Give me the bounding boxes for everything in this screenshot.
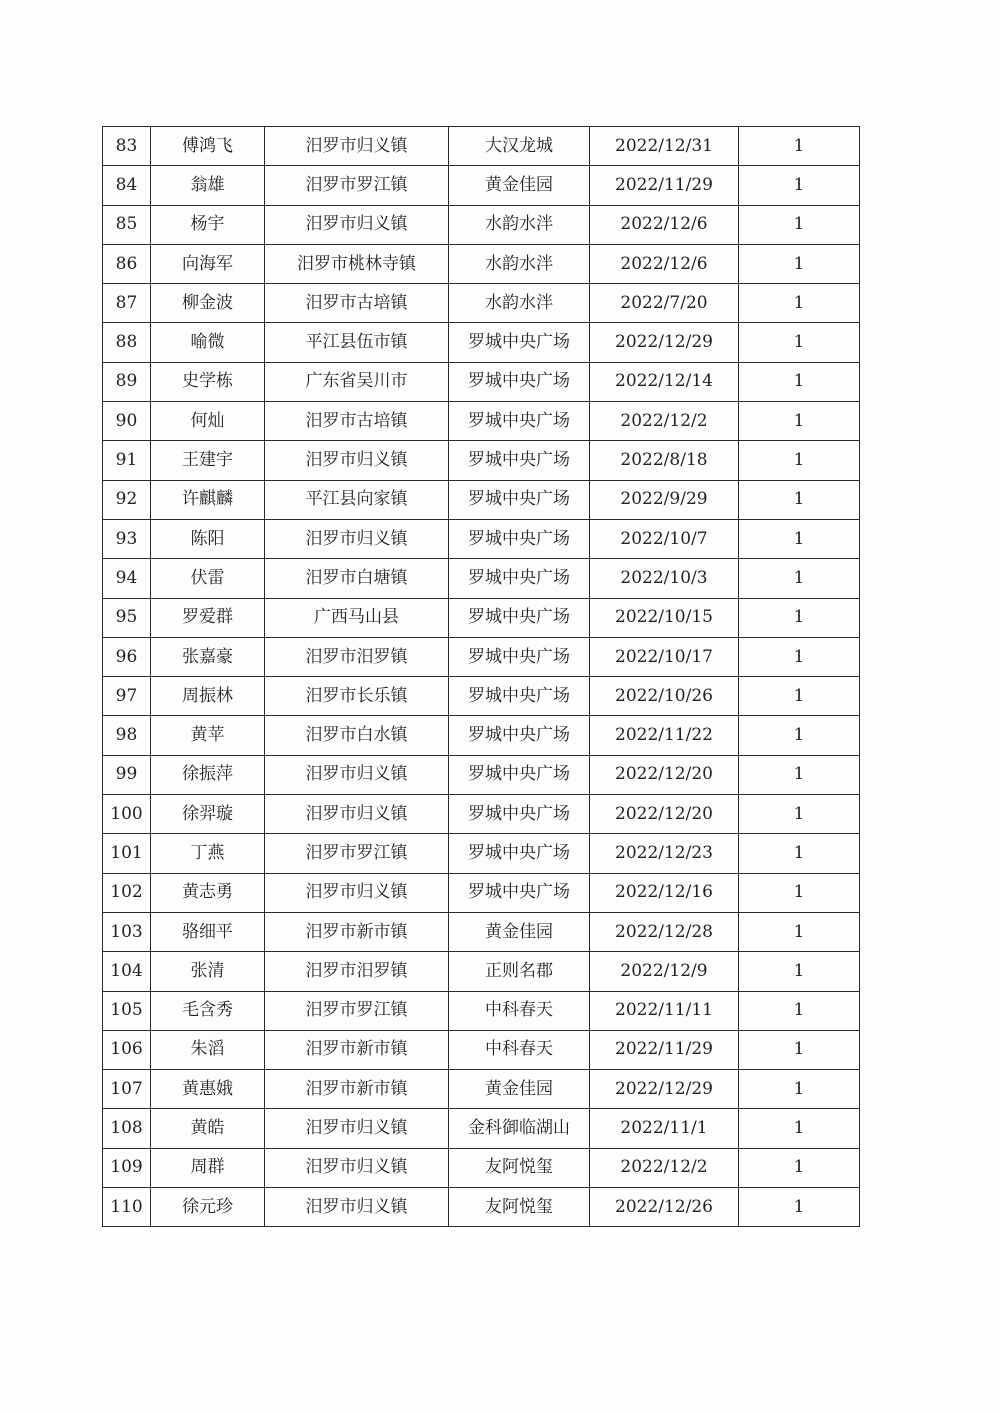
table-row (103, 912, 860, 951)
records-table (102, 126, 860, 1227)
row-number-cell: 107 (103, 1070, 151, 1109)
project-cell: 罗城中央广场 (449, 873, 590, 912)
table-row (103, 795, 860, 834)
project-cell: 罗城中央广场 (449, 795, 590, 834)
table-row (103, 952, 860, 991)
date-cell: 2022/8/18 (590, 441, 739, 480)
row-number-cell: 97 (103, 677, 151, 716)
table-row (103, 166, 860, 205)
quantity-cell: 1 (739, 677, 860, 716)
project-cell: 友阿悦玺 (449, 1148, 590, 1187)
quantity-cell: 1 (739, 873, 860, 912)
address-cell: 汨罗市桃林寺镇 (265, 244, 449, 283)
date-cell: 2022/10/3 (590, 559, 739, 598)
address-cell: 平江县向家镇 (265, 480, 449, 519)
row-number-cell: 89 (103, 362, 151, 401)
row-number-cell: 101 (103, 834, 151, 873)
table-row (103, 1188, 860, 1227)
name-cell: 许麒麟 (151, 480, 265, 519)
quantity-cell: 1 (739, 755, 860, 794)
name-cell: 黄志勇 (151, 873, 265, 912)
table-row (103, 127, 860, 166)
address-cell: 汨罗市新市镇 (265, 1070, 449, 1109)
name-cell: 徐羿璇 (151, 795, 265, 834)
row-number-cell: 106 (103, 1030, 151, 1069)
address-cell: 广东省吴川市 (265, 362, 449, 401)
project-cell: 中科春天 (449, 1030, 590, 1069)
date-cell: 2022/12/16 (590, 873, 739, 912)
date-cell: 2022/12/29 (590, 323, 739, 362)
date-cell: 2022/12/29 (590, 1070, 739, 1109)
row-number-cell: 87 (103, 284, 151, 323)
date-cell: 2022/11/22 (590, 716, 739, 755)
quantity-cell: 1 (739, 952, 860, 991)
row-number-cell: 88 (103, 323, 151, 362)
table-row (103, 834, 860, 873)
address-cell: 汨罗市古培镇 (265, 402, 449, 441)
row-number-cell: 104 (103, 952, 151, 991)
quantity-cell: 1 (739, 519, 860, 558)
quantity-cell: 1 (739, 480, 860, 519)
address-cell: 汨罗市归义镇 (265, 873, 449, 912)
project-cell: 黄金佳园 (449, 1070, 590, 1109)
address-cell: 汨罗市归义镇 (265, 127, 449, 166)
name-cell: 周群 (151, 1148, 265, 1187)
name-cell: 朱滔 (151, 1030, 265, 1069)
project-cell: 罗城中央广场 (449, 519, 590, 558)
date-cell: 2022/11/29 (590, 1030, 739, 1069)
name-cell: 柳金波 (151, 284, 265, 323)
row-number-cell: 83 (103, 127, 151, 166)
quantity-cell: 1 (739, 991, 860, 1030)
table-row (103, 244, 860, 283)
date-cell: 2022/11/1 (590, 1109, 739, 1148)
table-row (103, 559, 860, 598)
name-cell: 向海军 (151, 244, 265, 283)
address-cell: 平江县伍市镇 (265, 323, 449, 362)
quantity-cell: 1 (739, 834, 860, 873)
date-cell: 2022/7/20 (590, 284, 739, 323)
name-cell: 丁燕 (151, 834, 265, 873)
quantity-cell: 1 (739, 244, 860, 283)
quantity-cell: 1 (739, 1188, 860, 1227)
row-number-cell: 108 (103, 1109, 151, 1148)
row-number-cell: 103 (103, 912, 151, 951)
address-cell: 汨罗市古培镇 (265, 284, 449, 323)
address-cell: 汨罗市归义镇 (265, 795, 449, 834)
address-cell: 汨罗市长乐镇 (265, 677, 449, 716)
table-row (103, 402, 860, 441)
quantity-cell: 1 (739, 441, 860, 480)
project-cell: 罗城中央广场 (449, 677, 590, 716)
name-cell: 黄皓 (151, 1109, 265, 1148)
quantity-cell: 1 (739, 637, 860, 676)
address-cell: 汨罗市归义镇 (265, 755, 449, 794)
row-number-cell: 86 (103, 244, 151, 283)
date-cell: 2022/12/2 (590, 1148, 739, 1187)
name-cell: 黄苹 (151, 716, 265, 755)
records-table-body (103, 127, 860, 1227)
quantity-cell: 1 (739, 795, 860, 834)
address-cell: 汨罗市罗江镇 (265, 166, 449, 205)
name-cell: 徐振萍 (151, 755, 265, 794)
name-cell: 伏雷 (151, 559, 265, 598)
row-number-cell: 85 (103, 205, 151, 244)
row-number-cell: 102 (103, 873, 151, 912)
project-cell: 黄金佳园 (449, 912, 590, 951)
name-cell: 陈阳 (151, 519, 265, 558)
table-row (103, 441, 860, 480)
name-cell: 徐元珍 (151, 1188, 265, 1227)
project-cell: 正则名郡 (449, 952, 590, 991)
quantity-cell: 1 (739, 205, 860, 244)
project-cell: 水韵水泮 (449, 205, 590, 244)
project-cell: 罗城中央广场 (449, 323, 590, 362)
name-cell: 黄惠娥 (151, 1070, 265, 1109)
row-number-cell: 99 (103, 755, 151, 794)
date-cell: 2022/12/28 (590, 912, 739, 951)
address-cell: 汨罗市归义镇 (265, 1109, 449, 1148)
address-cell: 汨罗市归义镇 (265, 441, 449, 480)
table-row (103, 284, 860, 323)
date-cell: 2022/12/6 (590, 205, 739, 244)
row-number-cell: 98 (103, 716, 151, 755)
address-cell: 汨罗市白水镇 (265, 716, 449, 755)
address-cell: 汨罗市汨罗镇 (265, 637, 449, 676)
table-row (103, 1148, 860, 1187)
row-number-cell: 100 (103, 795, 151, 834)
date-cell: 2022/10/7 (590, 519, 739, 558)
table-row (103, 755, 860, 794)
quantity-cell: 1 (739, 1030, 860, 1069)
name-cell: 翁雄 (151, 166, 265, 205)
row-number-cell: 90 (103, 402, 151, 441)
project-cell: 水韵水泮 (449, 244, 590, 283)
project-cell: 罗城中央广场 (449, 716, 590, 755)
table-row (103, 1109, 860, 1148)
table-row (103, 716, 860, 755)
name-cell: 王建宇 (151, 441, 265, 480)
project-cell: 友阿悦玺 (449, 1188, 590, 1227)
name-cell: 何灿 (151, 402, 265, 441)
date-cell: 2022/12/9 (590, 952, 739, 991)
name-cell: 杨宇 (151, 205, 265, 244)
quantity-cell: 1 (739, 1148, 860, 1187)
table-row (103, 598, 860, 637)
project-cell: 罗城中央广场 (449, 755, 590, 794)
address-cell: 汨罗市归义镇 (265, 205, 449, 244)
quantity-cell: 1 (739, 284, 860, 323)
date-cell: 2022/12/20 (590, 755, 739, 794)
row-number-cell: 94 (103, 559, 151, 598)
row-number-cell: 91 (103, 441, 151, 480)
project-cell: 水韵水泮 (449, 284, 590, 323)
name-cell: 张嘉豪 (151, 637, 265, 676)
quantity-cell: 1 (739, 912, 860, 951)
date-cell: 2022/12/20 (590, 795, 739, 834)
row-number-cell: 110 (103, 1188, 151, 1227)
row-number-cell: 105 (103, 991, 151, 1030)
quantity-cell: 1 (739, 402, 860, 441)
address-cell: 汨罗市罗江镇 (265, 834, 449, 873)
quantity-cell: 1 (739, 127, 860, 166)
name-cell: 张清 (151, 952, 265, 991)
project-cell: 罗城中央广场 (449, 637, 590, 676)
project-cell: 大汉龙城 (449, 127, 590, 166)
name-cell: 周振林 (151, 677, 265, 716)
address-cell: 汨罗市归义镇 (265, 519, 449, 558)
date-cell: 2022/10/17 (590, 637, 739, 676)
table-row (103, 637, 860, 676)
date-cell: 2022/10/26 (590, 677, 739, 716)
address-cell: 汨罗市汨罗镇 (265, 952, 449, 991)
date-cell: 2022/9/29 (590, 480, 739, 519)
name-cell: 毛含秀 (151, 991, 265, 1030)
project-cell: 罗城中央广场 (449, 559, 590, 598)
project-cell: 罗城中央广场 (449, 598, 590, 637)
date-cell: 2022/12/14 (590, 362, 739, 401)
name-cell: 骆细平 (151, 912, 265, 951)
table-row (103, 323, 860, 362)
date-cell: 2022/12/23 (590, 834, 739, 873)
date-cell: 2022/11/29 (590, 166, 739, 205)
date-cell: 2022/11/11 (590, 991, 739, 1030)
address-cell: 汨罗市归义镇 (265, 1148, 449, 1187)
table-row (103, 873, 860, 912)
quantity-cell: 1 (739, 323, 860, 362)
address-cell: 汨罗市白塘镇 (265, 559, 449, 598)
address-cell: 汨罗市罗江镇 (265, 991, 449, 1030)
name-cell: 罗爱群 (151, 598, 265, 637)
date-cell: 2022/12/26 (590, 1188, 739, 1227)
table-row (103, 362, 860, 401)
row-number-cell: 109 (103, 1148, 151, 1187)
quantity-cell: 1 (739, 1070, 860, 1109)
table-row (103, 480, 860, 519)
name-cell: 喻微 (151, 323, 265, 362)
row-number-cell: 96 (103, 637, 151, 676)
table-row (103, 1070, 860, 1109)
quantity-cell: 1 (739, 598, 860, 637)
address-cell: 汨罗市新市镇 (265, 912, 449, 951)
address-cell: 汨罗市新市镇 (265, 1030, 449, 1069)
quantity-cell: 1 (739, 716, 860, 755)
project-cell: 罗城中央广场 (449, 834, 590, 873)
date-cell: 2022/12/6 (590, 244, 739, 283)
project-cell: 罗城中央广场 (449, 441, 590, 480)
row-number-cell: 93 (103, 519, 151, 558)
name-cell: 傅鸿飞 (151, 127, 265, 166)
table-row (103, 1030, 860, 1069)
table-row (103, 677, 860, 716)
project-cell: 中科春天 (449, 991, 590, 1030)
quantity-cell: 1 (739, 1109, 860, 1148)
row-number-cell: 95 (103, 598, 151, 637)
table-row (103, 205, 860, 244)
project-cell: 罗城中央广场 (449, 402, 590, 441)
project-cell: 罗城中央广场 (449, 362, 590, 401)
address-cell: 汨罗市归义镇 (265, 1188, 449, 1227)
table-row (103, 519, 860, 558)
row-number-cell: 92 (103, 480, 151, 519)
name-cell: 史学栋 (151, 362, 265, 401)
address-cell: 广西马山县 (265, 598, 449, 637)
quantity-cell: 1 (739, 559, 860, 598)
quantity-cell: 1 (739, 166, 860, 205)
date-cell: 2022/12/31 (590, 127, 739, 166)
table-row (103, 991, 860, 1030)
project-cell: 金科御临湖山 (449, 1109, 590, 1148)
date-cell: 2022/12/2 (590, 402, 739, 441)
date-cell: 2022/10/15 (590, 598, 739, 637)
quantity-cell: 1 (739, 362, 860, 401)
row-number-cell: 84 (103, 166, 151, 205)
project-cell: 罗城中央广场 (449, 480, 590, 519)
project-cell: 黄金佳园 (449, 166, 590, 205)
